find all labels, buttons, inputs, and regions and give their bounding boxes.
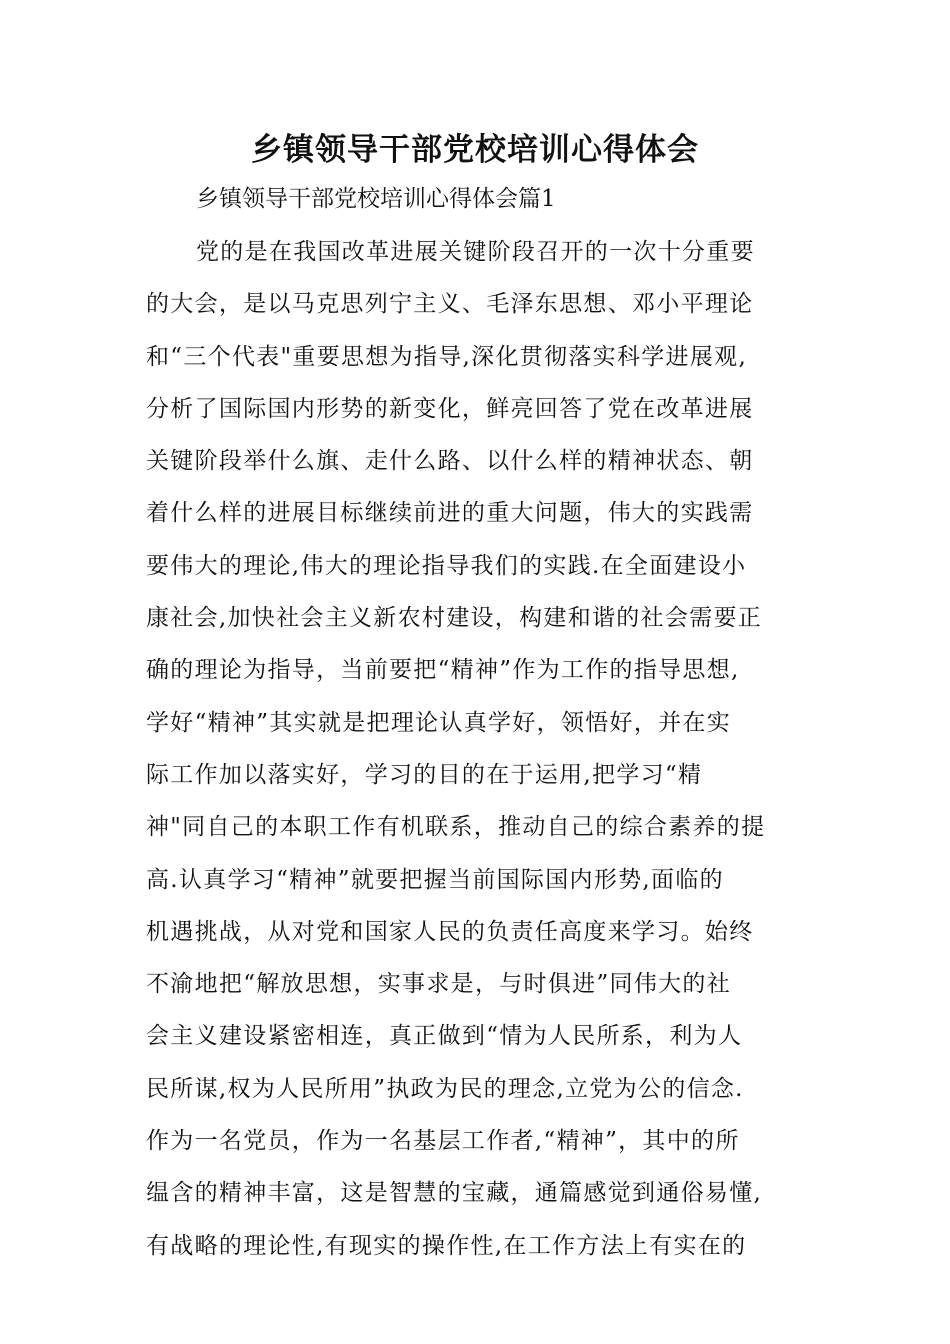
text-line: 机遇挑战，从对党和国家人民的负责任高度来学习。始终 [146,918,754,945]
text-line: 有战略的理论性,有现实的操作性,在工作方法上有实在的 [146,1232,747,1259]
text-line: 民所谋,权为人民所用”执政为民的理念,立党为公的信念. [146,1075,744,1102]
text-line: 要伟大的理论,伟大的理论指导我们的实践.在全面建设小 [146,552,747,579]
text-line: 和“三个代表"重要思想为指导,深化贯彻落实科学进展观, [146,343,748,370]
text-line: 学好“精神”其实就是把理论认真学好，领悟好，并在实 [146,709,732,736]
text-line: 高.认真学习“精神”就要把握当前国际国内形势,面临的 [146,866,724,893]
text-line: 确的理论为指导，当前要把“精神”作为工作的指导思想, [146,657,740,684]
text-line: 分析了国际国内形势的新变化，鲜亮回答了党在改革进展 [146,395,754,422]
text-line: 党的是在我国改革进展关键阶段召开的一次十分重要 [196,239,755,265]
text-line: 会主义建设紧密相连，真正做到“情为人民所系，利为人 [146,1023,743,1050]
section-heading: 乡镇领导干部党校培训心得体会篇1 [196,186,556,212]
text-line: 际工作加以落实好，学习的目的在于运用,把学习“精 [146,761,703,788]
text-line: 缊含的精神丰富，这是智慧的宝藏，通篇感觉到通俗易懂, [146,1180,763,1207]
text-line: 神"同自己的本职工作有机联系，推动自己的综合素养的提 [146,814,766,841]
document-title: 乡镇领导干部党校培训心得体会 [251,132,699,168]
text-line: 不渝地把“解放思想，实事求是，与时俱进”同伟大的社 [146,971,732,998]
text-line: 的大会，是以马克思列宁主义、毛泽东思想、邓小平理论 [146,291,754,318]
text-line: 康社会,加快社会主义新农村建设，构建和谐的社会需要正 [146,605,763,632]
text-line: 关键阶段举什么旗、走什么路、以什么样的精神状态、朝 [146,448,754,475]
text-line: 作为一名党员，作为一名基层工作者,“精神”，其中的所 [146,1128,740,1155]
text-line: 着什么样的进展目标继续前进的重大问题，伟大的实践需 [146,500,754,527]
body-paragraph [146,226,806,1272]
